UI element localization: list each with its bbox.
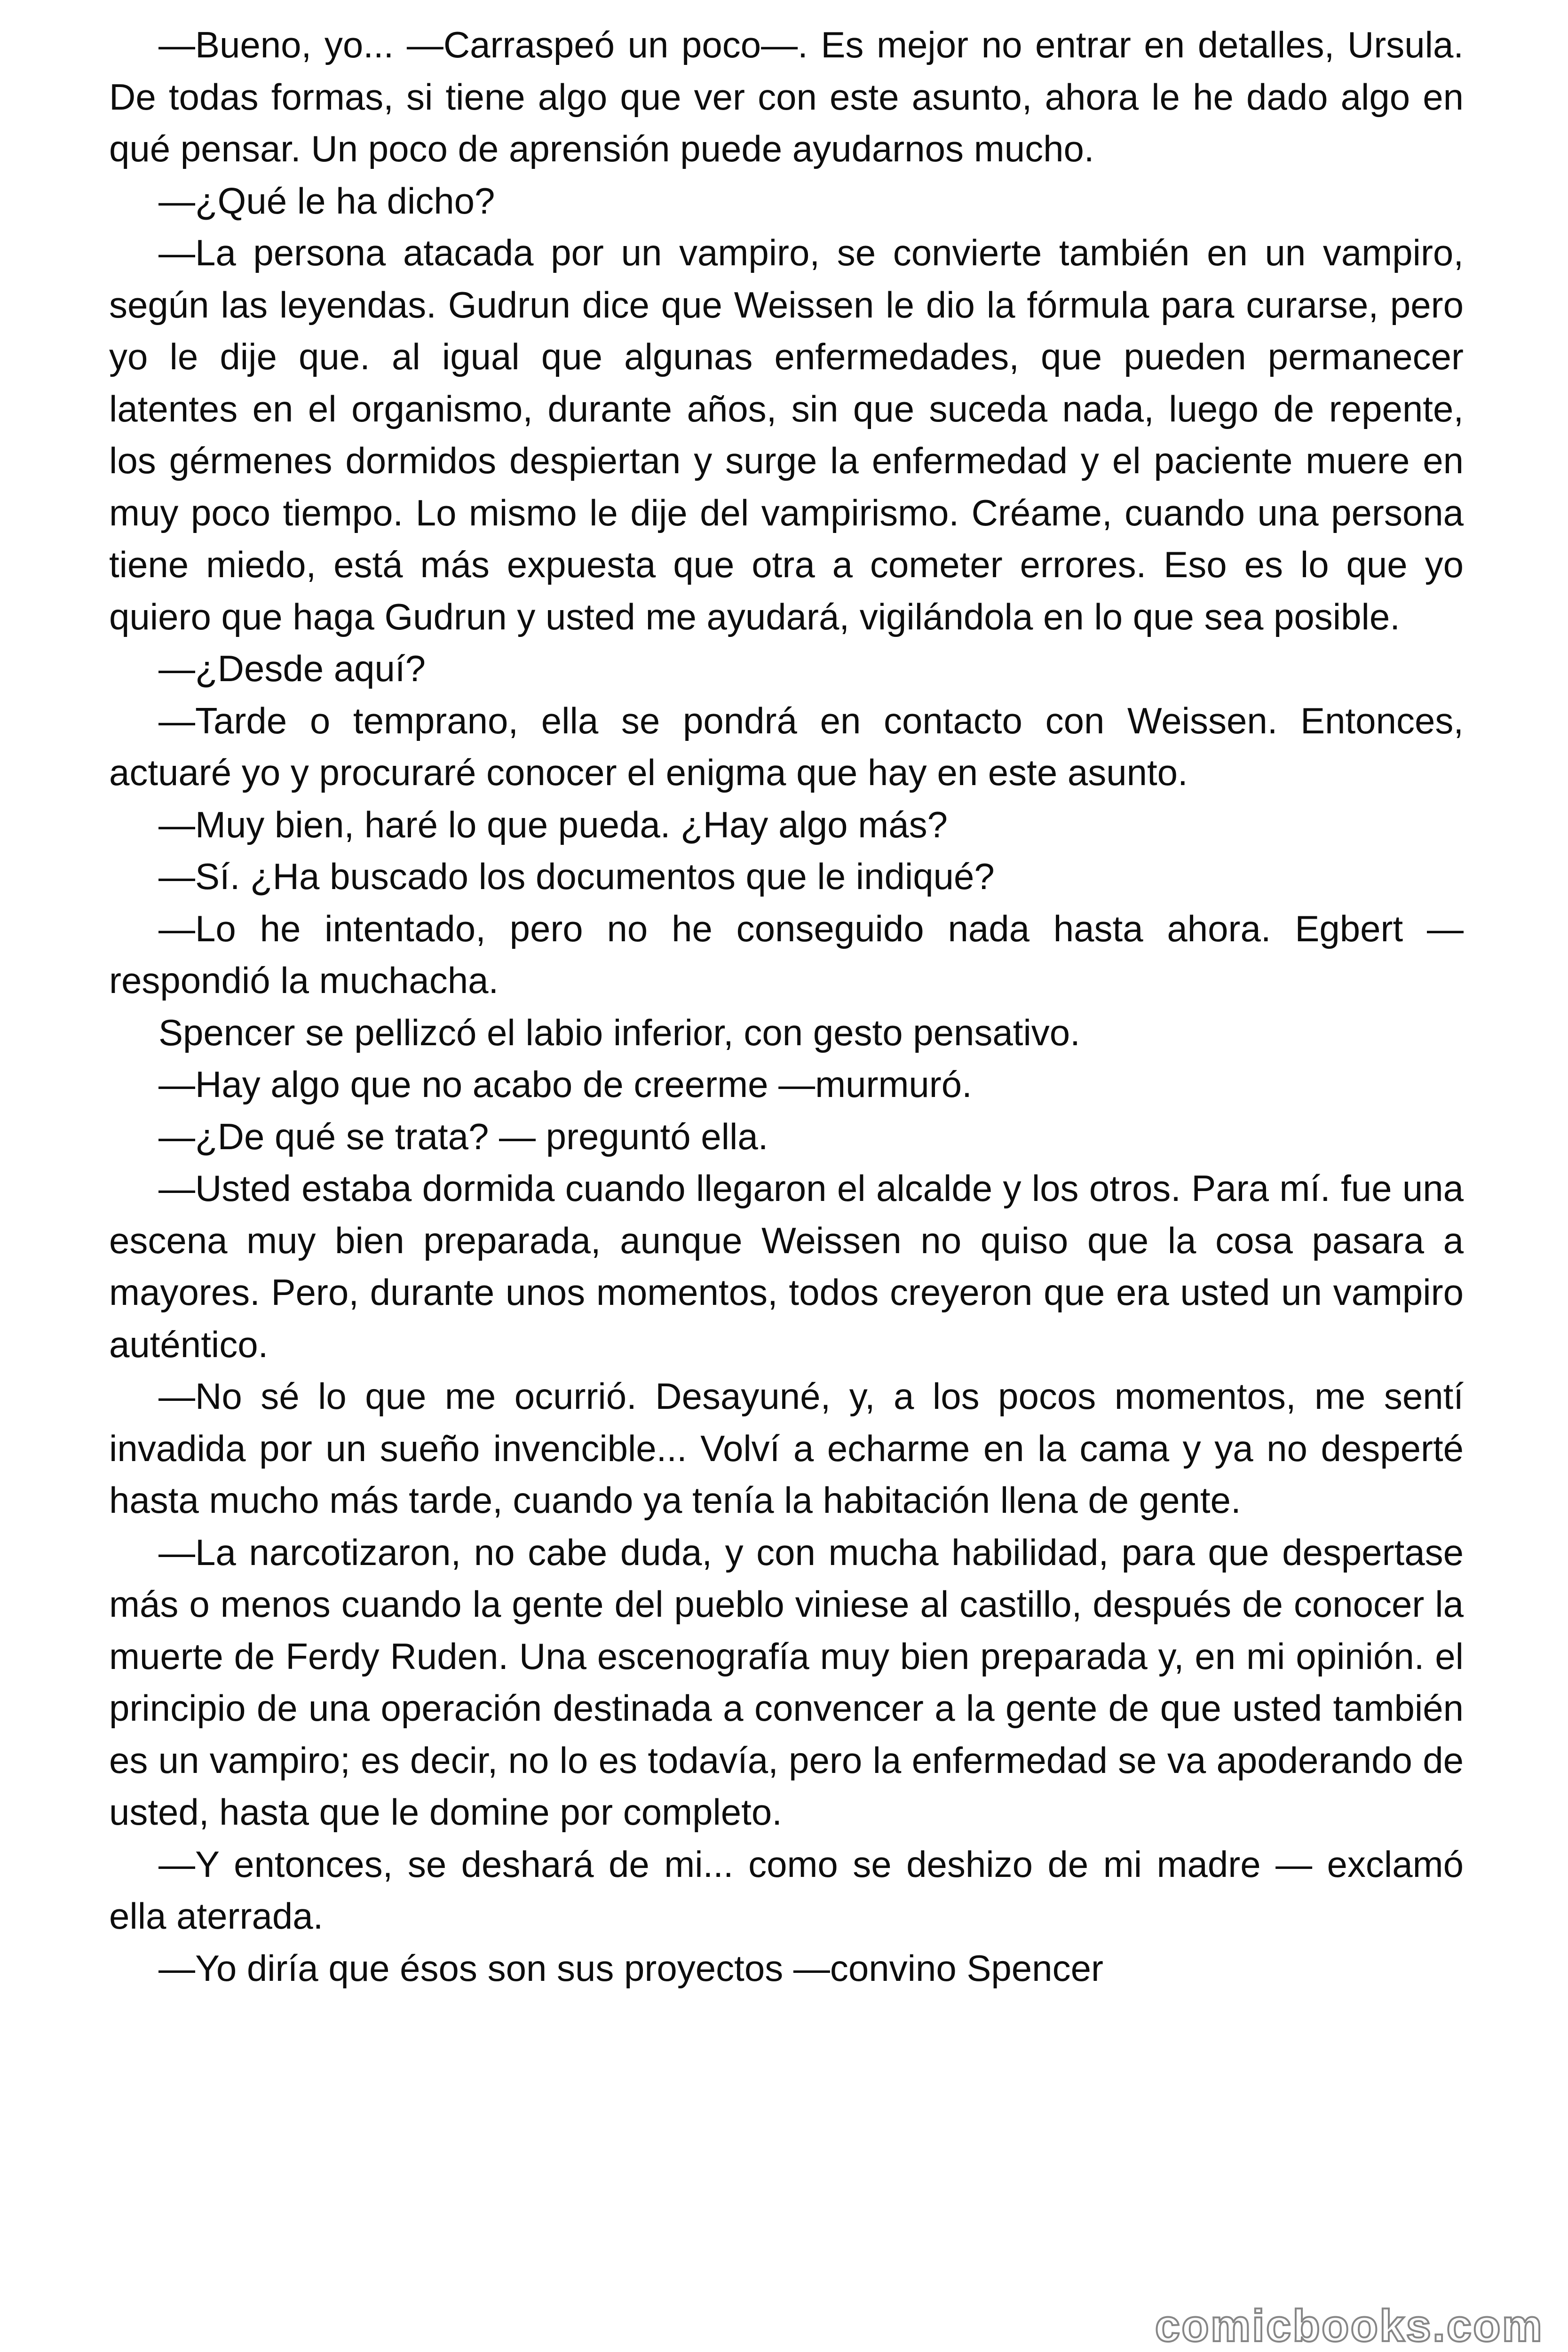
paragraph: —Lo he intentado, pero no he conseguido nada hasta ahora. Egbert —respondió la muchacha. — [109, 907, 1464, 1001]
paragraph: —La narcotizaron, no cabe duda, y con mucha habilidad, para que despertase más o menos cuando la gente del pueblo viniese al castillo, después de conocer la muerte de Ferdy Ruden. Una escenografía muy bien preparada y, en mi opinión. el principio de una operación destinada a convencer a la gente de que usted también es un vampiro; es decir, no lo es todavía, pero la enfermedad se va apoderando de usted, hasta que le domine por completo. — [109, 1531, 1464, 1833]
paragraph: —Hay algo que no acabo de creerme —murmuró. — [158, 1064, 972, 1105]
paragraph: —¿De qué se trata? — preguntó ella. — [158, 1115, 768, 1157]
body-text — [109, 19, 1464, 1994]
paragraph: —Usted estaba dormida cuando llegaron el alcalde y los otros. Para mí. fue una escena muy bien preparada, aunque Weissen no quiso que la cosa pasara a mayores. Pero, durante unos momentos, todos creyeron que era usted un vampiro auténtico. — [109, 1168, 1464, 1365]
paragraph: Spencer se pellizcó el labio inferior, con gesto pensativo. — [158, 1011, 1080, 1053]
paragraph: —Yo diría que ésos son sus proyectos —convino Spencer — [158, 1947, 1103, 1989]
paragraph: —No sé lo que me ocurrió. Desayuné, y, a los pocos momentos, me sentí invadida por un sueño invencible... Volví a echarme en la cama y ya no desperté hasta mucho más tarde, cuando ya tenía la habitación llena de gente. — [109, 1375, 1464, 1521]
paragraph: —La persona atacada por un vampiro, se convierte también en un vampiro, según las leyendas. Gudrun dice que Weissen le dio la fórmula para curarse, pero yo le dije que. al igual que algunas enfermedades, que pueden permanecer latentes en el organismo, durante años, sin que suceda nada, luego de repente, los gérmenes dormidos despiertan y surge la enfermedad y el paciente muere en muy poco tiempo. Lo mismo le dije del vampirismo. Créame, cuando una persona tiene miedo, está más expuesta que otra a cometer errores. Eso es lo que yo quiero que haga Gudrun y usted me ayudará, vigilándola en lo que sea posible. — [109, 232, 1464, 637]
watermark: comicbooks.com — [1155, 2301, 1544, 2351]
paragraph: —¿Desde aquí? — [158, 648, 426, 689]
paragraph: —Muy bien, haré lo que pueda. ¿Hay algo más? — [158, 803, 948, 845]
paragraph: —Bueno, yo... —Carraspeó un poco—. Es mejor no entrar en detalles, Ursula. De todas formas, si tiene algo que ver con este asunto, ahora le he dado algo en qué pensar. Un poco de aprensión puede ayudarnos mucho. — [109, 24, 1464, 169]
paragraph: —Tarde o temprano, ella se pondrá en contacto con Weissen. Entonces, actuaré yo y procuraré conocer el enigma que hay en este asunto. — [109, 699, 1464, 793]
paragraph: —¿Qué le ha dicho? — [158, 180, 495, 222]
paragraph: —Sí. ¿Ha buscado los documentos que le indiqué? — [158, 856, 995, 897]
paragraph: —Y entonces, se deshará de mi... como se deshizo de mi madre — exclamó ella aterrada. — [109, 1843, 1464, 1937]
